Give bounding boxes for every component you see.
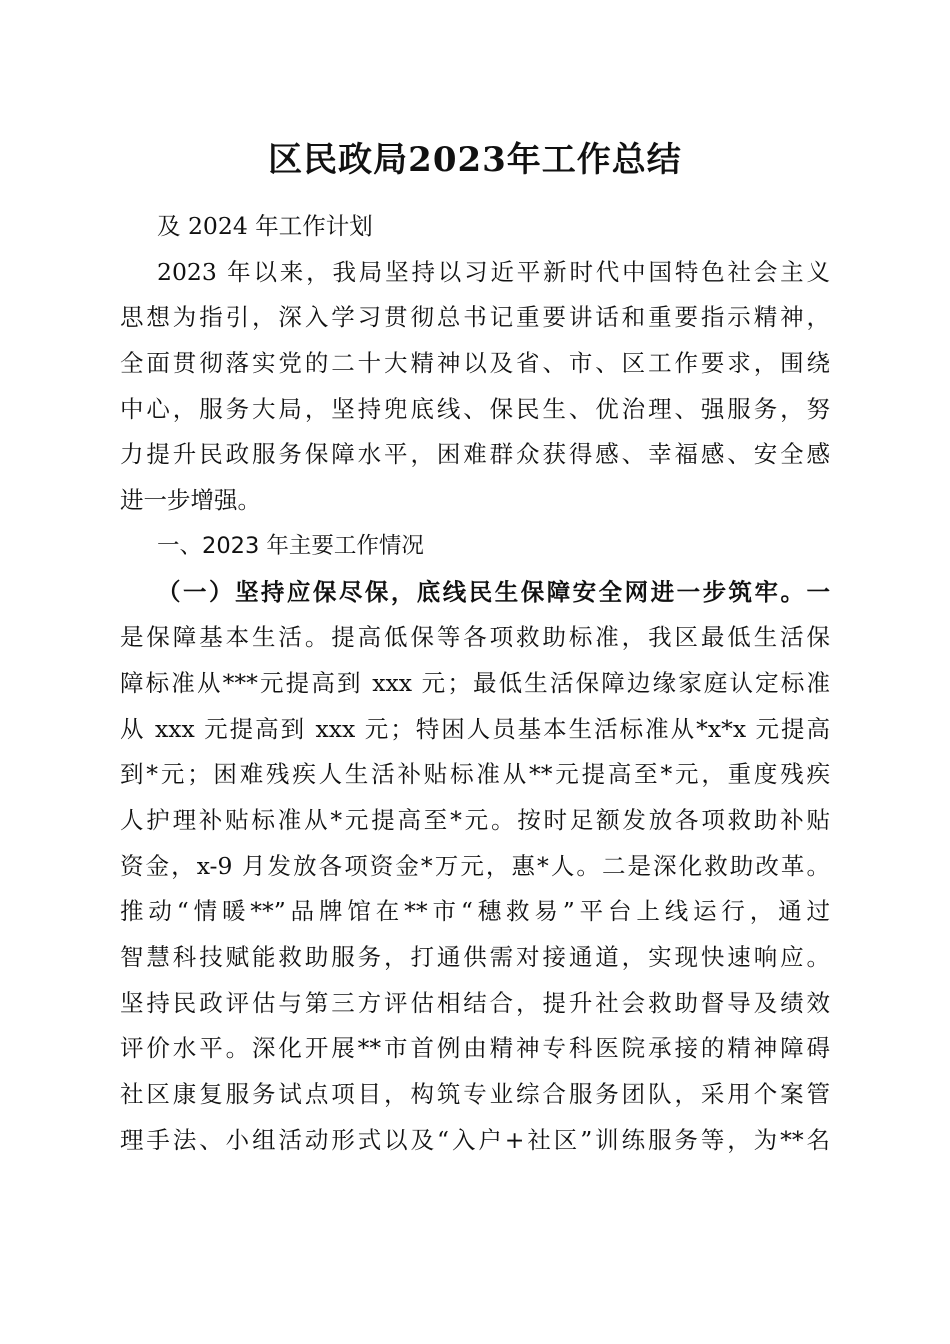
paragraph-line: 是保障基本生活。提高低保等各项救助标准，我区最低生活保 [120, 623, 830, 652]
paragraph-line: 评价水平。深化开展**市首例由精神专科医院承接的精神障碍 [120, 1034, 830, 1063]
paragraph-line: 到*元；困难残疾人生活补贴标准从**元提高至*元，重度残疾 [120, 760, 830, 789]
paragraph-line: 人护理补贴标准从*元提高至*元。按时足额发放各项救助补贴 [120, 805, 830, 834]
paragraph-line: 从 xxx 元提高到 xxx 元；特困人员基本生活标准从*x*x 元提高 [120, 714, 830, 743]
paragraph-line: 理手法、小组活动形式以及“入户+社区”训练服务等，为**名 [120, 1125, 830, 1154]
paragraph-line: 坚持民政评估与第三方评估相结合，提升社会救助督导及绩效 [120, 988, 830, 1017]
paragraph-line: 进一步增强。 [120, 486, 261, 515]
paragraph-line: 力提升民政服务保障水平，困难群众获得感、幸福感、安全感 [120, 440, 830, 469]
paragraph-line: 社区康复服务试点项目，构筑专业综合服务团队，采用个案管 [120, 1080, 830, 1109]
paragraph-line: 2023 年以来，我局坚持以习近平新时代中国特色社会主义 [157, 257, 830, 286]
paragraph-line: 智慧科技赋能救助服务，打通供需对接通道，实现快速响应。 [120, 943, 830, 971]
document-body [120, 204, 830, 1163]
section-heading: 一、2023 年主要工作情况 [157, 532, 424, 559]
paragraph-line: 资金，x-9 月发放各项资金*万元，惠*人。二是深化救助改革。 [120, 851, 830, 880]
paragraph-line: 全面贯彻落实党的二十大精神以及省、市、区工作要求，围绕 [120, 349, 830, 378]
paragraph-line: 推动“情暖**”品牌馆在**市“穗救易”平台上线运行，通过 [120, 897, 830, 926]
document-title: 区民政局2023年工作总结 [268, 140, 682, 180]
paragraph-line: 障标准从***元提高到 xxx 元；最低生活保障边缘家庭认定标准 [120, 668, 830, 697]
paragraph-line: 中心，服务大局，坚持兜底线、保民生、优治理、强服务，努 [120, 394, 830, 423]
subsection-heading-line: （一）坚持应保尽保，底线民生保障安全网进一步筑牢。一 [157, 577, 830, 606]
paragraph-line: 思想为指引，深入学习贯彻总书记重要讲话和重要指示精神， [120, 303, 830, 332]
subtitle-line: 及 2024 年工作计划 [157, 212, 373, 240]
